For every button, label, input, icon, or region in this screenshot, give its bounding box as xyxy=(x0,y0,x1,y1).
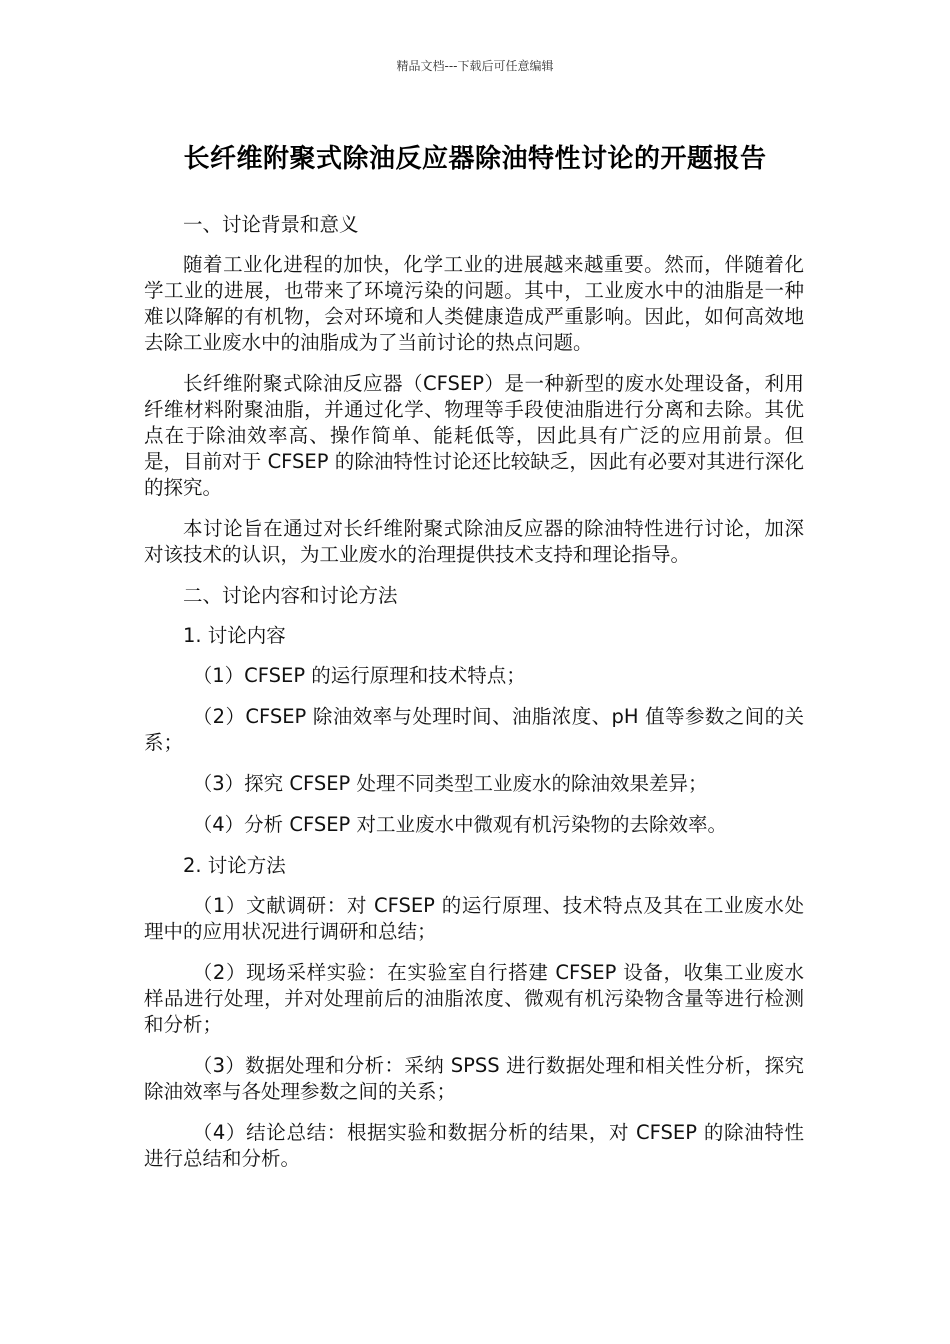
document-body xyxy=(144,212,804,1187)
content-item-3: （3）探究 CFSEP 处理不同类型工业废水的除油效果差异； xyxy=(192,772,708,795)
subheading-methods: 2. 讨论方法 xyxy=(183,854,286,877)
document-title: 长纤维附聚式除油反应器除油特性讨论的开题报告 xyxy=(183,144,767,174)
method-item-1: （1）文献调研：对 CFSEP 的运行原理、技术特点及其在工业废水处理中的应用状况进行调研和总结； xyxy=(144,894,804,943)
content-item-4: （4）分析 CFSEP 对工业废水中微观有机污染物的去除效率。 xyxy=(192,813,728,836)
section-heading-content-methods: 二、讨论内容和讨论方法 xyxy=(183,584,398,607)
page-header: 精品文档---下载后可任意编辑 xyxy=(396,59,554,73)
section-heading-background: 一、讨论背景和意义 xyxy=(183,213,359,236)
paragraph-background-1: 随着工业化进程的加快，化学工业的进展越来越重要。然而，伴随着化学工业的进展，也带来了环境污染的问题。其中，工业废水中的油脂是一种难以降解的有机物，会对环境和人类健康造成严重影响。因此，如何高效地去除工业废水中的油脂成为了当前讨论的热点问题。 xyxy=(144,253,804,354)
paragraph-background-2: 长纤维附聚式除油反应器（CFSEP）是一种新型的废水处理设备，利用纤维材料附聚油脂，并通过化学、物理等手段使油脂进行分离和去除。其优点在于除油效率高、操作简单、能耗低等，因此具有广泛的应用前景。但是，目前对于 CFSEP 的除油特性讨论还比较缺乏，因此有必要对其进行深化的探究。 xyxy=(144,372,804,499)
content-item-2: （2）CFSEP 除油效率与处理时间、油脂浓度、pH 值等参数之间的关系； xyxy=(144,705,804,754)
content-item-1: （1）CFSEP 的运行原理和技术特点； xyxy=(192,664,526,687)
method-item-4: （4）结论总结：根据实验和数据分析的结果，对 CFSEP 的除油特性进行总结和分析。 xyxy=(144,1121,804,1170)
method-item-3: （3）数据处理和分析：采纳 SPSS 进行数据处理和相关性分析，探究除油效率与各处理参数之间的关系； xyxy=(144,1054,804,1103)
subheading-content: 1. 讨论内容 xyxy=(183,624,286,647)
method-item-2: （2）现场采样实验：在实验室自行搭建 CFSEP 设备，收集工业废水样品进行处理，并对处理前后的油脂浓度、微观有机污染物含量等进行检测和分析； xyxy=(144,961,804,1036)
paragraph-background-3: 本讨论旨在通过对长纤维附聚式除油反应器的除油特性进行讨论，加深对该技术的认识，为工业废水的治理提供技术支持和理论指导。 xyxy=(144,517,804,566)
